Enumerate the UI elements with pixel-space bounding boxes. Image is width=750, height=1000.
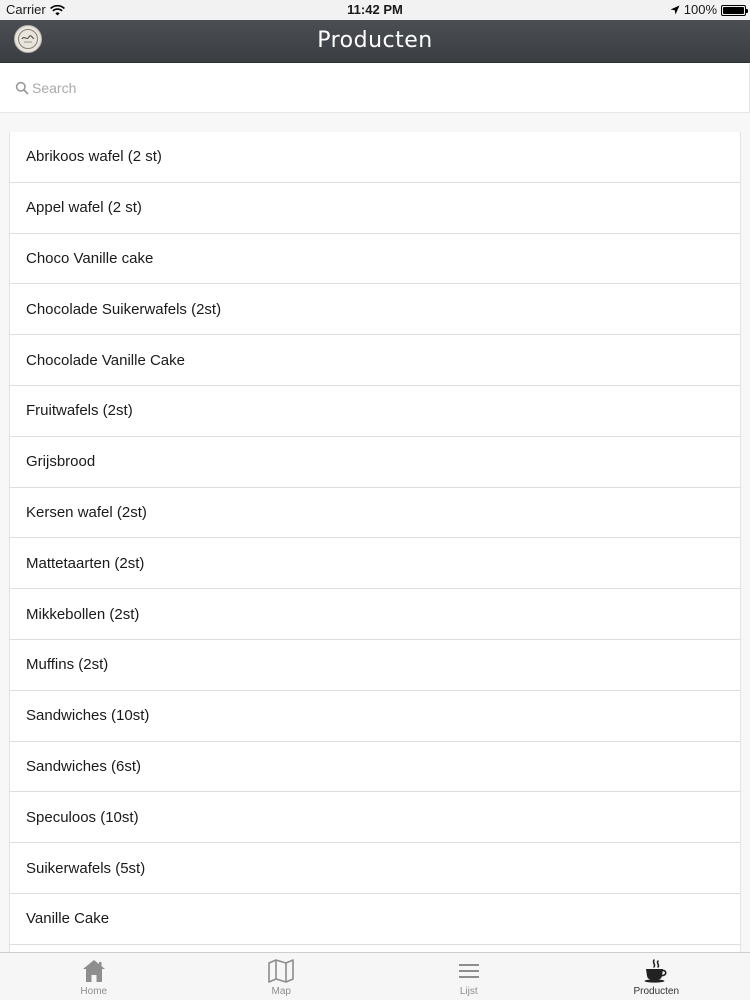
page-title: Producten: [317, 28, 433, 53]
list-item[interactable]: [10, 640, 740, 691]
battery-percent: 100%: [683, 2, 717, 17]
search-input[interactable]: [32, 75, 722, 101]
product-list: [9, 132, 741, 952]
list-item-label: Mikkebollen (2st): [26, 605, 140, 623]
list-item-label: Sandwiches (6st): [26, 757, 142, 775]
list-item-label: Chocolade Vanille Cake: [26, 351, 185, 369]
list-item[interactable]: [10, 538, 740, 589]
list-item-label: Choco Vanille cake: [26, 249, 154, 267]
list-item-label: Fruitwafels (2st): [26, 402, 133, 420]
list-item-label: Vanille Cake: [26, 910, 110, 928]
list-item[interactable]: [10, 742, 740, 793]
list-item-label: Muffins (2st): [26, 656, 109, 674]
coffee-cup-icon: [642, 958, 670, 984]
search-icon: [15, 81, 29, 95]
tab-map-label: Map: [271, 986, 291, 997]
list-item[interactable]: [10, 284, 740, 335]
location-arrow-icon: [670, 5, 680, 15]
home-icon: [80, 958, 108, 984]
search-bar: [0, 63, 750, 113]
tab-home[interactable]: [0, 953, 188, 1000]
status-bar: [0, 0, 750, 20]
list-item-label: Sandwiches (10st): [26, 707, 150, 725]
list-item[interactable]: [10, 132, 740, 183]
list-item-label: Kersen wafel (2st): [26, 503, 147, 521]
tab-home-label: Home: [80, 986, 108, 997]
list-item-label: Speculoos (10st): [26, 808, 139, 826]
tab-producten[interactable]: [563, 953, 750, 1000]
list-item-label: Appel wafel (2 st): [26, 199, 142, 217]
tab-lijst[interactable]: [375, 953, 563, 1000]
list-item-label: Chocolade Suikerwafels (2st): [26, 300, 222, 318]
status-right-group: [670, 0, 746, 20]
carrier-label: Carrier: [6, 2, 46, 17]
status-time: 11:42 PM: [347, 2, 403, 17]
list-item[interactable]: [10, 792, 740, 843]
list-item-label: Abrikoos wafel (2 st): [26, 148, 162, 166]
list-item[interactable]: [10, 335, 740, 386]
battery-icon: [721, 5, 746, 16]
list-item[interactable]: [10, 691, 740, 742]
list-item[interactable]: [10, 488, 740, 539]
navigation-bar: [0, 20, 750, 63]
list-item[interactable]: [10, 894, 740, 945]
tab-bar: [0, 952, 750, 1000]
list-item[interactable]: [10, 437, 740, 488]
list-item[interactable]: [10, 843, 740, 894]
list-item-label: Mattetaarten (2st): [26, 554, 145, 572]
list-item-label: Grijsbrood: [26, 453, 96, 471]
list-item[interactable]: [10, 386, 740, 437]
map-icon: [267, 958, 295, 984]
list-item[interactable]: [10, 589, 740, 640]
tab-lijst-label: Lijst: [459, 986, 478, 997]
list-icon: [455, 958, 483, 984]
list-item-label: Suikerwafels (5st): [26, 859, 146, 877]
tab-producten-label: Producten: [633, 986, 680, 997]
list-item[interactable]: [10, 234, 740, 285]
list-item[interactable]: [10, 183, 740, 234]
tab-map[interactable]: [188, 953, 376, 1000]
